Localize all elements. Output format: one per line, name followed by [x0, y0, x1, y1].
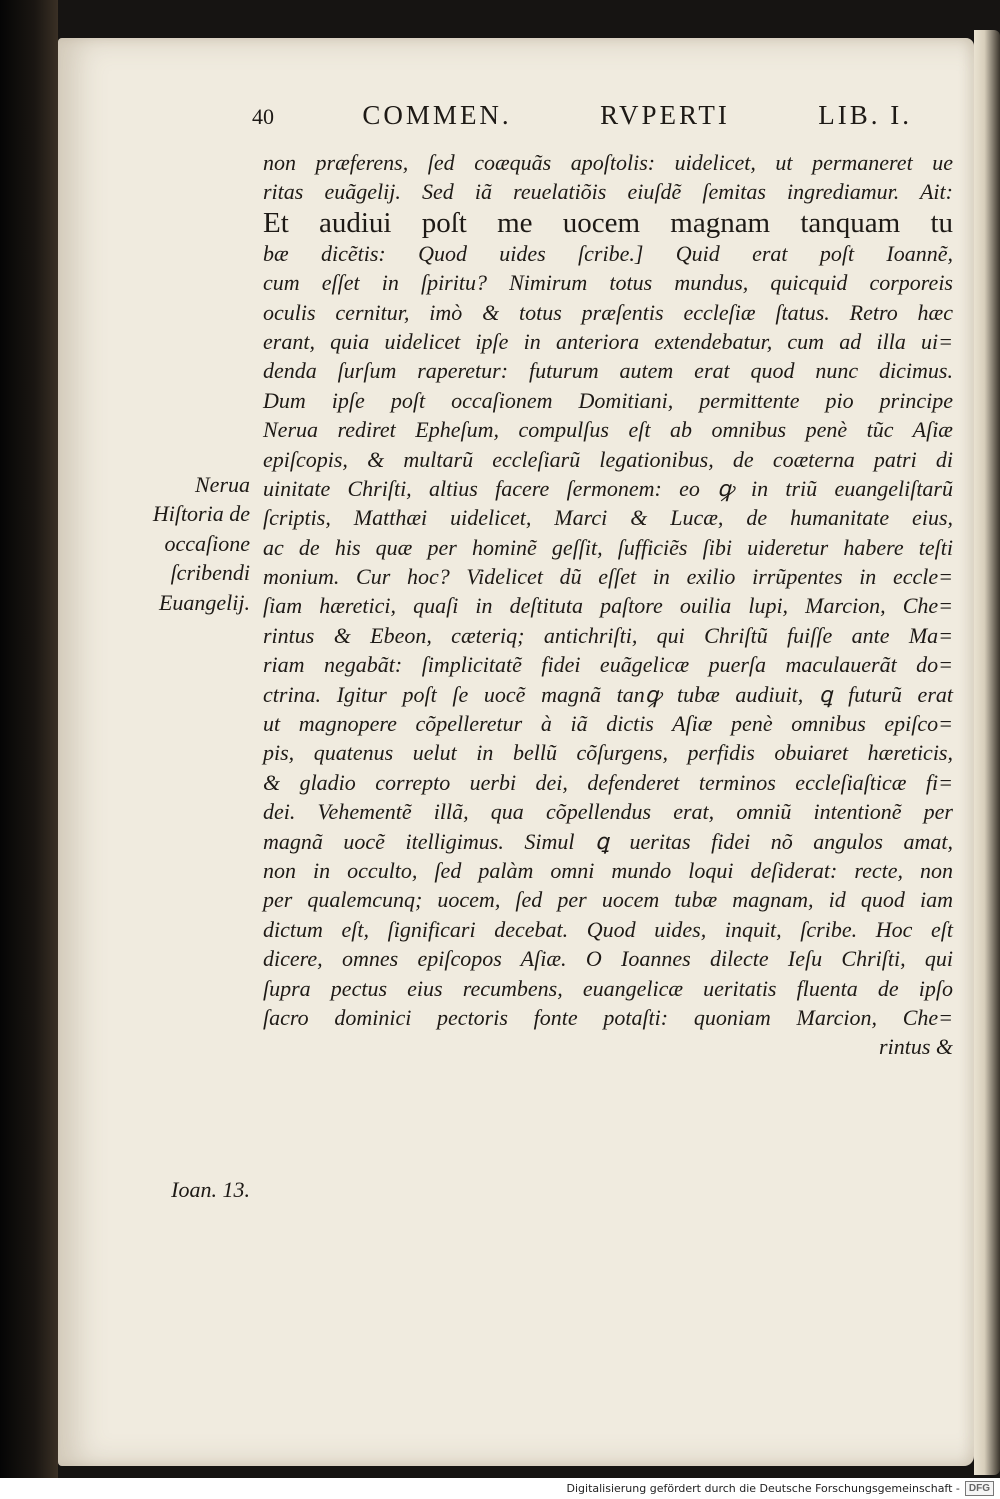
text-line: Nerua rediret Epheſum, compulſus eſt ab omnibus penè tũc Aſiæ: [263, 417, 953, 443]
text-line: oculis cernitur, imò & totus præſentis eccleſiæ ſtatus. Retro hæc: [263, 299, 953, 325]
text-line: dicere, omnes epiſcopos Aſiæ. O Ioannes dilecte Ieſu Chriſti, qui: [263, 946, 953, 972]
body-text: [263, 148, 953, 1062]
text-line: erant, quia uidelicet ipſe in anteriora extendebatur, cum ad illa ui=: [263, 328, 953, 354]
margin-note-line: occaſione: [164, 530, 250, 556]
page-number: 40: [252, 104, 274, 129]
text-line: ut magnopere cõpelleretur à iã dictis Aſiæ penè omnibus epiſco=: [263, 711, 953, 737]
text-line: pis, quatenus uelut in bellũ cõſurgens, perfidis obuiaret hæreticis,: [263, 740, 953, 766]
lemma-line: Et audiui poſt me uocem magnam tanquam tu: [263, 206, 953, 239]
page-edge: [974, 30, 1000, 1475]
margin-note-line: Nerua: [195, 472, 250, 497]
text-line: cum eſſet in ſpiritu? Nimirum totus mundus, quicquid corporeis: [263, 270, 953, 296]
text-line: epiſcopis, & multarũ eccleſiarũ legationibus, de coæterna patri di: [263, 446, 953, 472]
footer-bar: [0, 1478, 1000, 1499]
text-line: Dum ipſe poſt occaſionem Domitiani, permittente pio principe: [263, 387, 953, 413]
text-line: rintus & Ebeon, cæteriq; antichriſti, qui Chriſtũ fuiſſe ante Ma=: [263, 622, 953, 648]
text-line: ctrina. Igitur poſt ſe uocẽ magnã tanꝙ tubæ audiuit, ꝗ futurũ erat: [263, 681, 953, 707]
text-line: ſiam hæretici, quaſi in deſtituta paſtore ouilia lupi, Marcion, Che=: [263, 593, 953, 619]
running-head-center: RVPERTI: [600, 100, 730, 130]
margin-note-line: ſcribendi: [170, 560, 250, 586]
text-line: magnã uocẽ itelligimus. Simul ꝗ ueritas fidei nõ angulos amat,: [263, 828, 953, 854]
text-line: non præferens, ſed coæquãs apoſtolis: uidelicet, ut permaneret ue: [263, 150, 953, 175]
text-line: ſcriptis, Matthæi uidelicet, Marci & Lucæ, de humanitate eius,: [263, 505, 953, 531]
catchword-line: rintus &: [879, 1034, 953, 1060]
text-line: & gladio correpto uerbi dei, defenderet terminos eccleſiaſticæ fi=: [263, 769, 953, 795]
text-line: ſupra pectus eius recumbens, euangelicæ ueritatis fluenta de ipſo: [263, 975, 953, 1001]
text-line: non in occulto, ſed palàm omni mundo loqui deſiderat: recte, non: [263, 857, 953, 883]
dfg-logo: DFG: [965, 1481, 994, 1496]
margin-note-nerua: [118, 470, 250, 617]
text-line: bæ dicẽtis: Quod uides ſcribe.] Quid erat poſt Ioannẽ,: [263, 240, 953, 266]
margin-note-line: Ioan. 13.: [171, 1177, 250, 1202]
margin-note-line: Euangelij.: [158, 589, 250, 615]
text-line: dei. Vehementẽ illã, qua cõpellendus erat, omniũ intentionẽ per: [263, 799, 953, 825]
margin-note-ioan: [118, 1175, 250, 1204]
text-line: ac de his quæ per hominẽ geſſit, ſufficiẽs ſibi uideretur habere teſti: [263, 534, 953, 560]
text-line: uinitate Chriſti, altius facere ſermonem: eo ꝙ in triũ euangeliſtarũ: [263, 475, 953, 501]
book-binding: [0, 0, 58, 1478]
running-head: [252, 100, 912, 140]
text-line: denda ſurſum raperetur: futurum autem erat quod nunc dicimus.: [263, 358, 953, 384]
running-head-left: COMMEN.: [362, 100, 512, 130]
footer-credit: Digitalisierung gefördert durch die Deutsche Forschungsgemeinschaft -: [566, 1482, 960, 1495]
text-line: monium. Cur hoc? Videlicet dũ eſſet in exilio irrũpentes in eccle=: [263, 564, 953, 590]
margin-note-line: Hiſtoria de: [152, 501, 250, 527]
text-line: dictum eſt, ſignificari decebat. Quod uides, inquit, ſcribe. Hoc eſt: [263, 916, 953, 942]
text-line: ritas euãgelij. Sed iã reuelatiõis eiuſdẽ ſemitas ingrediamur. Ait:: [263, 179, 953, 205]
text-line: ſacro dominici pectoris fonte potaſti: quoniam Marcion, Che=: [263, 1004, 953, 1030]
running-head-right: LIB. I.: [818, 100, 912, 130]
text-line: per qualemcunq; uocem, ſed per uocem tubæ magnam, id quod iam: [263, 887, 953, 913]
text-line: riam negabãt: ſimplicitatẽ fidei euãgelicæ puerſa maculauerãt do=: [263, 652, 953, 678]
